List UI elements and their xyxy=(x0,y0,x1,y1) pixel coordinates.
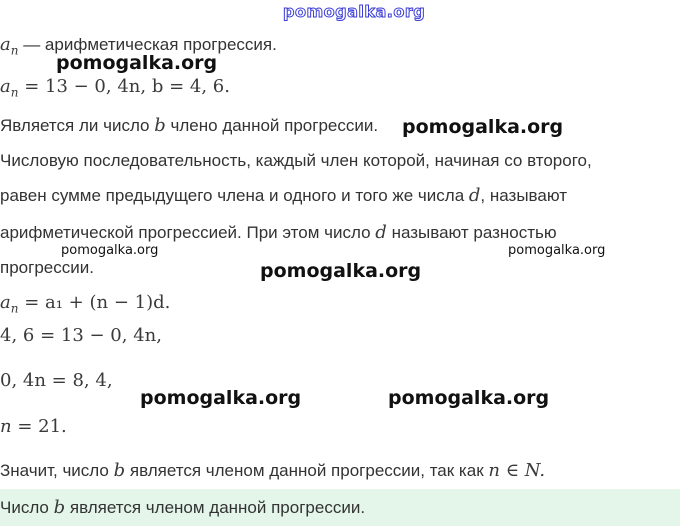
definition-text: называют разностью xyxy=(391,223,557,242)
answer-line xyxy=(0,497,365,518)
membership-condition: n ∈ N. xyxy=(488,460,546,481)
sequence-symbol: $a_n$ xyxy=(0,34,19,58)
definition-text: арифметической прогрессией. При этом число xyxy=(0,223,371,242)
difference-var: d xyxy=(468,185,481,206)
definition-line-3 xyxy=(0,222,557,243)
given-formula-rhs: = 13 − 0, 4n, b = 4, 6. xyxy=(24,76,230,97)
conclusion-text: является членом данной прогрессии, так как xyxy=(129,461,484,480)
watermark: pomogalka.org xyxy=(508,243,606,258)
definition-text: равен сумме предыдущего члена и одного и того же числа xyxy=(0,186,465,205)
equation-step-2: 0, 4n = 8, 4, xyxy=(0,370,113,391)
watermark: pomogalka.org xyxy=(140,387,302,409)
watermark: pomogalka.org xyxy=(56,52,218,74)
given-text: — арифметическая прогрессия. xyxy=(23,35,277,54)
question-before: Является ли число xyxy=(0,116,150,135)
watermark: pomogalka.org xyxy=(260,260,422,282)
difference-var: d xyxy=(375,222,387,243)
question-line xyxy=(0,115,378,136)
given-formula: $a_n = 13 - 0$, 4n, b = 4, 6. xyxy=(0,76,230,100)
watermark-top: pomogalka.org xyxy=(283,2,426,21)
conclusion-text: Значит, число xyxy=(0,461,109,480)
formula-general-term: $a_n = a_1 + (n - 1)d$. xyxy=(0,292,171,316)
definition-line-2 xyxy=(0,185,567,206)
equation-result: n = 21. xyxy=(0,416,67,437)
watermark: pomogalka.org xyxy=(402,116,564,138)
definition-text: , называют xyxy=(480,186,567,205)
definition-line-4: прогрессии. xyxy=(0,258,94,277)
conclusion-var: b xyxy=(113,460,126,481)
formula-rhs: = a₁ + (n − 1)d. xyxy=(24,292,171,313)
watermark: pomogalka.org xyxy=(61,243,159,258)
answer-box xyxy=(0,489,680,526)
answer-text: является членом данной прогрессии. xyxy=(69,498,366,517)
question-var: b xyxy=(154,115,166,136)
question-after: члено данной прогрессии. xyxy=(170,116,379,135)
answer-text: Число xyxy=(0,498,49,517)
result-rhs: = 21. xyxy=(17,416,67,437)
equation-step-1: 4, 6 = 13 − 0, 4n, xyxy=(0,325,162,346)
answer-var: b xyxy=(53,497,66,518)
watermark: pomogalka.org xyxy=(388,387,550,409)
conclusion-line xyxy=(0,460,545,481)
definition-line-1: Числовую последовательность, каждый член которой, начиная со второго, xyxy=(0,151,592,170)
